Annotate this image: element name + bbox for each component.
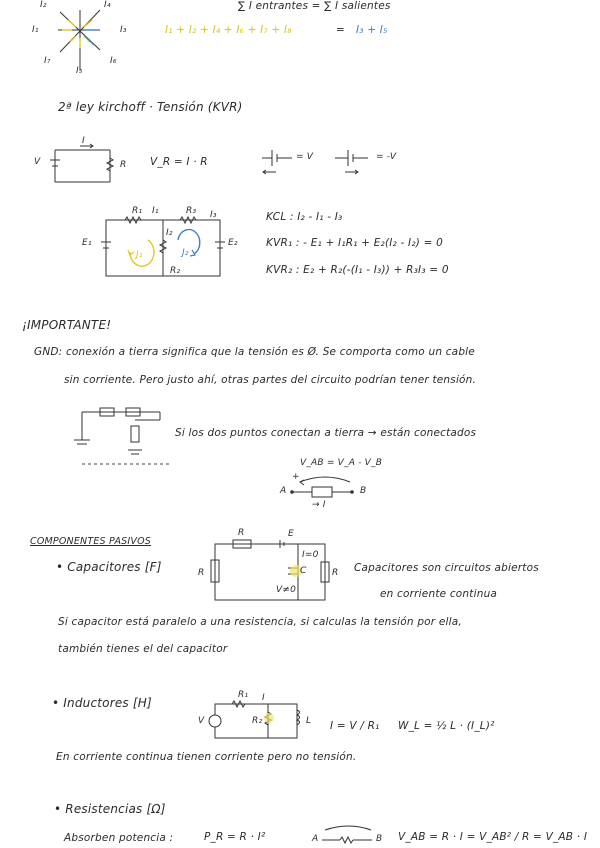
ground-diagram bbox=[74, 408, 170, 464]
gnd-line-1: GND: conexión a tierra significa que la tensión es Ø. Se comporta como un cable bbox=[34, 346, 475, 358]
kcl-equation-left: I₁ + I₂ + I₄ + I₆ + I₇ + I₈ bbox=[165, 24, 292, 36]
kvl-resistor-eq: V_R = I · R bbox=[150, 156, 208, 168]
star-label-i2: I₂ bbox=[40, 0, 47, 10]
inductor-note: En corriente continua tienen corriente pero no tensión. bbox=[56, 751, 357, 763]
capacitor-note-1: Capacitores son circuitos abiertos bbox=[354, 562, 539, 574]
ind-label-v: V bbox=[198, 716, 205, 726]
resistor-title: • Resistencias [Ω] bbox=[54, 802, 166, 816]
resistor-note: Absorben potencia : bbox=[64, 832, 174, 844]
inductor-eq-2: W_L = ½ L · (I_L)² bbox=[398, 720, 495, 732]
power-vab-eq: V_AB = R · I = V_AB² / R = V_AB · I bbox=[398, 831, 588, 843]
capacitor-para-1: Si capacitor está paralelo a una resistencia, si calculas la tensión por ella, bbox=[58, 616, 462, 628]
capacitor-title: • Capacitores [F] bbox=[56, 560, 162, 574]
kvl-kvr1-eq: KVR₁ : - E₁ + I₁R₁ + E₂(I₂ - I₂) = 0 bbox=[266, 237, 443, 249]
mesh-label-j2: J₂ bbox=[182, 248, 189, 258]
kcl-equation-right: I₃ + I₅ bbox=[356, 24, 388, 36]
cap-label-r-top: R bbox=[238, 528, 245, 538]
kvl-kvr2-eq: KVR₂ : E₂ + R₂(-(I₁ - I₃)) + R₃I₃ = 0 bbox=[266, 264, 449, 276]
mesh-label-i3: I₃ bbox=[210, 210, 217, 220]
kvl-v-label: V bbox=[34, 157, 41, 167]
star-label-i3: I₃ bbox=[120, 25, 127, 35]
kvl-heading: 2ª ley kirchoff · Tensión (KVR) bbox=[58, 100, 243, 114]
mesh-label-r2: R₂ bbox=[170, 266, 181, 276]
kvl-cell-symbols bbox=[262, 150, 368, 174]
capacitor-note-2: en corriente continua bbox=[380, 588, 498, 600]
important-heading: ¡IMPORTANTE! bbox=[22, 318, 112, 332]
star-label-i1: I₁ bbox=[32, 25, 39, 35]
kvl-r-label: R bbox=[120, 160, 127, 170]
cap-label-v0: V≠0 bbox=[276, 585, 297, 595]
star-label-i5: I₅ bbox=[76, 66, 83, 76]
mesh-label-e1: E₁ bbox=[82, 238, 92, 248]
pasivos-heading: COMPONENTES PASIVOS bbox=[30, 536, 151, 547]
ground-note: Si los dos puntos conectan a tierra → están conectados bbox=[175, 427, 477, 439]
power-node-b: B bbox=[376, 834, 383, 844]
cap-label-e: E bbox=[288, 529, 294, 539]
power-diagram bbox=[322, 826, 372, 843]
capacitor-diagram bbox=[211, 540, 329, 600]
cap-label-i0: I=0 bbox=[302, 550, 319, 560]
vab-node-b: B bbox=[360, 486, 367, 496]
kvl-i-label: I bbox=[82, 136, 85, 146]
ind-label-r2: R₂ bbox=[252, 716, 263, 726]
vab-eq: V_AB = V_A - V_B bbox=[300, 458, 383, 468]
power-node-a: A bbox=[312, 834, 319, 844]
ind-label-l: L bbox=[306, 716, 312, 726]
kvl-resistor-diagram bbox=[50, 144, 113, 182]
kvl-cell-left: = V bbox=[296, 152, 314, 162]
mesh-label-j1: J₁ bbox=[136, 250, 143, 260]
ind-label-r1: R₁ bbox=[238, 690, 249, 700]
capacitor-para-2: también tienes el del capacitor bbox=[58, 643, 228, 655]
inductor-eq-1: I = V / R₁ bbox=[330, 720, 380, 732]
cap-label-r-left: R bbox=[198, 568, 205, 578]
cap-label-c: C bbox=[300, 566, 307, 576]
kcl-rule: ∑ I entrantes = ∑ I salientes bbox=[238, 0, 391, 12]
mesh-label-r3: R₃ bbox=[186, 206, 197, 216]
kvl-cell-right: = -V bbox=[376, 152, 397, 162]
vab-current: → I bbox=[312, 500, 326, 510]
kvl-kcl-eq: KCL : I₂ - I₁ - I₃ bbox=[266, 211, 343, 223]
ind-label-i: I bbox=[262, 693, 265, 703]
star-label-i7: I₇ bbox=[44, 56, 51, 66]
mesh-label-r1: R₁ bbox=[132, 206, 143, 216]
inductor-title: • Inductores [H] bbox=[52, 696, 152, 710]
kcl-equation-eq: = bbox=[336, 24, 345, 36]
mesh-label-e2: E₂ bbox=[228, 238, 238, 248]
cap-label-r-right: R bbox=[332, 568, 339, 578]
power-eq: P_R = R · I² bbox=[204, 831, 266, 843]
vab-plus: + bbox=[292, 472, 300, 482]
mesh-label-i2: I₂ bbox=[166, 228, 173, 238]
gnd-line-2: sin corriente. Pero justo ahí, otras partes del circuito podrían tener tensión. bbox=[64, 374, 477, 386]
kvl-mesh-diagram bbox=[101, 217, 225, 276]
star-label-i6: I₆ bbox=[110, 56, 117, 66]
kcl-star-diagram bbox=[58, 10, 100, 70]
star-label-i4: I₄ bbox=[104, 0, 111, 10]
vab-node-a: A bbox=[280, 486, 287, 496]
mesh-label-i1: I₁ bbox=[152, 206, 159, 216]
